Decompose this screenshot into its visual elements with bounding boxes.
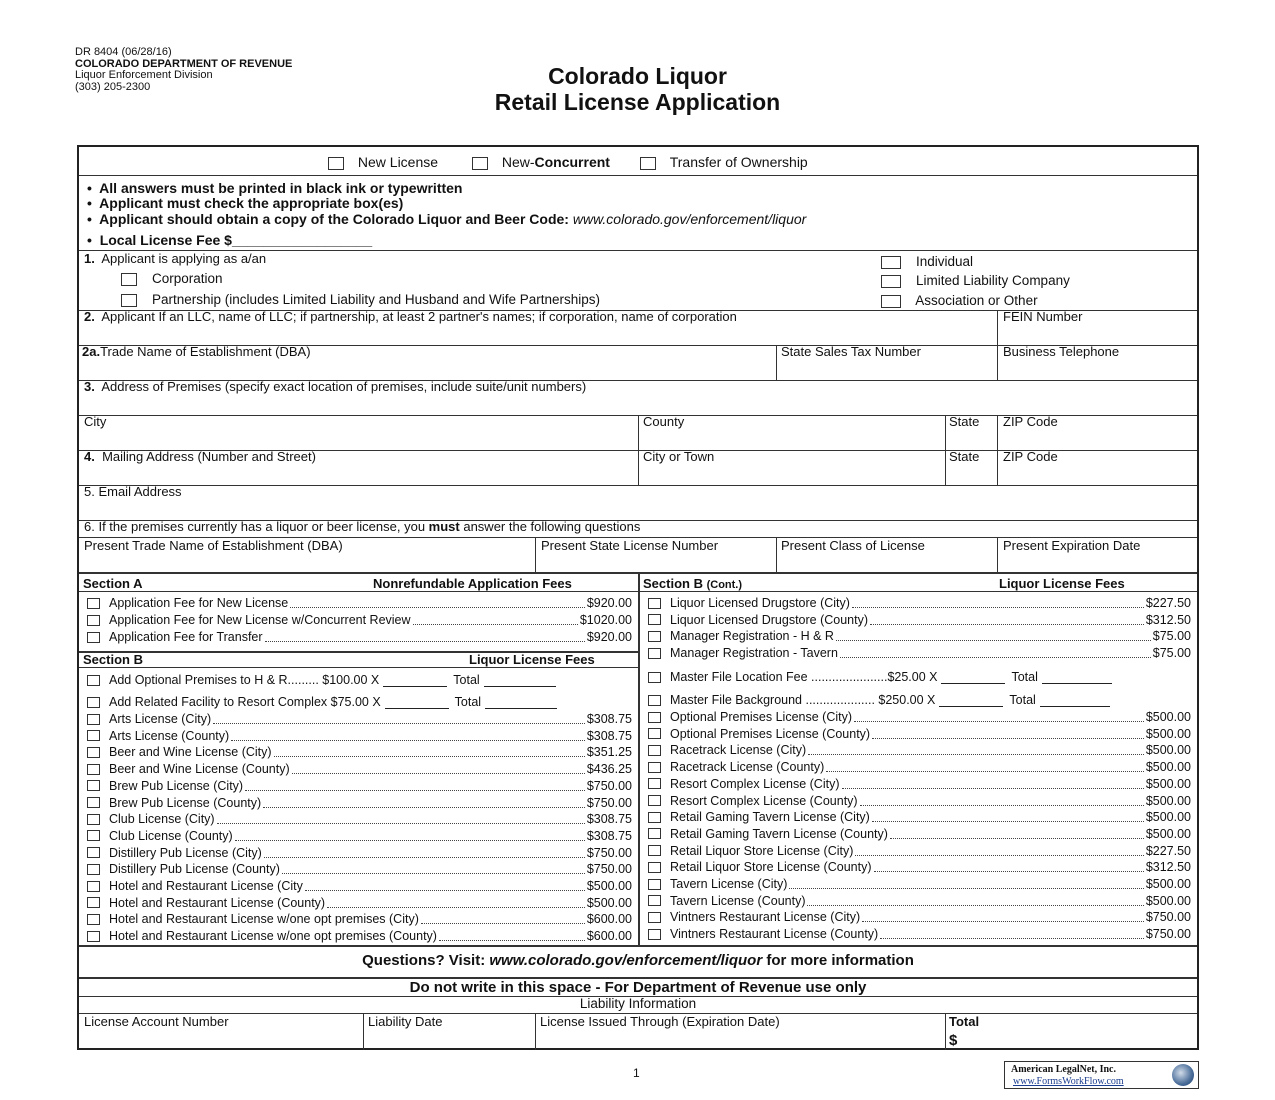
master-location-total[interactable]: [1042, 671, 1112, 684]
section-b-license-name: Hotel and Restaurant License (County): [109, 895, 326, 910]
total-label: Total: [1009, 693, 1036, 707]
optional-premises-qty[interactable]: [383, 674, 447, 687]
section-b-cont-license-checkbox[interactable]: [648, 762, 661, 773]
total-label: Total: [1011, 670, 1038, 684]
application-form: [77, 145, 1199, 1050]
section-b-cont-license-checkbox[interactable]: [648, 862, 661, 873]
section-b-cont-license-checkbox[interactable]: [648, 795, 661, 806]
section-b-cont-license-checkbox[interactable]: [648, 812, 661, 823]
section-b-license-amount: $308.75: [586, 712, 632, 726]
q6-label: 6. If the premises currently has a liquor or beer license, you must answer the following questions: [84, 519, 641, 534]
leader-dots: [217, 814, 585, 824]
section-b-cont-license-checkbox[interactable]: [648, 631, 661, 642]
section-b-cont-license-row[interactable]: [648, 859, 1191, 875]
section-b-license-row[interactable]: [87, 778, 632, 794]
phone: (303) 205-2300: [75, 80, 151, 93]
leader-dots: [874, 862, 1144, 872]
section-b-cont-license-row[interactable]: [648, 793, 1191, 809]
section-b-license-checkbox[interactable]: [87, 714, 100, 725]
leader-dots: [852, 598, 1144, 608]
section-b-cont-license-checkbox[interactable]: [648, 614, 661, 625]
form-number: DR 8404 (06/28/16): [75, 46, 172, 58]
application-fee-row[interactable]: [87, 612, 632, 628]
section-b-license-checkbox[interactable]: [87, 780, 100, 791]
account-number-label: License Account Number: [84, 1014, 229, 1029]
optional-premises-total[interactable]: [484, 674, 556, 687]
leader-dots: [213, 714, 585, 724]
section-b-cont-license-row[interactable]: [648, 843, 1191, 859]
leader-dots: [872, 729, 1144, 739]
section-b-cont-license-checkbox[interactable]: [648, 929, 661, 940]
section-b-license-row[interactable]: [87, 828, 632, 844]
leader-dots: [274, 747, 585, 757]
section-b-cont-license-name: Manager Registration - H & R: [670, 629, 834, 644]
section-b-license-checkbox[interactable]: [87, 797, 100, 808]
section-b-cont-license-name: Liquor Licensed Drugstore (County): [670, 612, 869, 627]
section-b-cont-license-checkbox[interactable]: [648, 598, 661, 609]
optional-premises-checkbox[interactable]: [87, 675, 100, 686]
section-b-cont-license-amount: $500.00: [1145, 710, 1191, 724]
section-b-cont-license-checkbox[interactable]: [648, 745, 661, 756]
mailing-zip-label: ZIP Code: [1003, 449, 1058, 464]
section-b-cont-license-name: Optional Premises License (City): [670, 710, 853, 724]
section-b-cont-license-name: Tavern License (City): [670, 877, 788, 891]
section-b-cont-license-amount: $500.00: [1145, 826, 1191, 841]
section-b-license-checkbox[interactable]: [87, 897, 100, 908]
form-header: [75, 47, 292, 93]
present-trade-label: Present Trade Name of Establishment (DBA): [84, 538, 343, 553]
section-b-license-name: Distillery Pub License (City): [109, 845, 262, 860]
total-dollar-sign: $: [949, 1032, 958, 1049]
leader-dots: [413, 615, 578, 625]
application-fee-amount: $1020.00: [579, 613, 632, 627]
section-b-cont-license-checkbox[interactable]: [648, 845, 661, 856]
section-b-cont-license-amount: $500.00: [1145, 893, 1191, 908]
concurrent-checkbox[interactable]: [472, 157, 488, 170]
master-location-label: Master File Location Fee ......................$25.00 X: [670, 670, 938, 684]
zip-label: ZIP Code: [1003, 414, 1058, 429]
city-town-label: City or Town: [643, 449, 715, 464]
related-facility-row[interactable]: [87, 694, 635, 710]
section-b-cont-license-row[interactable]: [648, 809, 1191, 825]
section-b-cont-license-row[interactable]: [648, 709, 1191, 725]
master-background-total[interactable]: [1040, 694, 1110, 707]
application-fee-row[interactable]: [87, 595, 632, 611]
section-b-fees-title: Liquor License Fees: [469, 652, 595, 667]
section-b-cont-license-amount: $227.50: [1145, 596, 1191, 610]
association-option[interactable]: Association or Other: [881, 293, 1038, 308]
section-b-cont-license-row[interactable]: [648, 826, 1191, 842]
business-phone-label: Business Telephone: [1003, 344, 1120, 359]
section-b-cont-license-amount: $750.00: [1145, 910, 1191, 925]
section-b-title: Section B: [83, 652, 143, 667]
leader-dots: [305, 881, 585, 891]
q4-label: 4. Mailing Address (Number and Street): [84, 449, 316, 464]
section-b-cont-license-row[interactable]: [648, 776, 1191, 792]
application-fee-amount: $920.00: [586, 630, 632, 644]
section-b-cont-license-row[interactable]: [648, 893, 1191, 909]
leader-dots: [789, 879, 1143, 889]
concurrent-prefix: New-: [501, 154, 535, 170]
section-b-license-name: Arts License (County): [109, 728, 230, 743]
leader-dots: [807, 896, 1143, 906]
license-type-row: [328, 155, 808, 170]
master-background-label: Master File Background .................... $250.00 X: [670, 693, 936, 707]
section-b-license-row[interactable]: [87, 811, 632, 827]
partnership-option[interactable]: Partnership (includes Limited Liability and Husband and Wife Partnerships): [121, 292, 600, 307]
county-label: County: [643, 414, 685, 429]
section-b-license-name: Beer and Wine License (City): [109, 745, 272, 760]
section-b-cont-license-name: Manager Registration - Tavern: [670, 646, 838, 661]
section-b-cont-license-name: Liquor Licensed Drugstore (City): [670, 596, 850, 610]
leader-dots: [836, 631, 1151, 641]
section-b-license-name: Club License (City): [109, 812, 215, 827]
section-b-license-name: Club License (County): [109, 828, 233, 843]
section-b-license-row[interactable]: [87, 911, 632, 927]
related-facility-total[interactable]: [485, 696, 557, 709]
partnership-checkbox[interactable]: [121, 294, 137, 307]
q1-label: 1. Applicant is applying as a/an: [84, 251, 267, 266]
section-b-cont-license-checkbox[interactable]: [648, 778, 661, 789]
present-state-label: Present State License Number: [541, 538, 719, 553]
section-b-cont-license-checkbox[interactable]: [648, 828, 661, 839]
section-b-cont-license-name: Vintners Restaurant License (City): [670, 910, 861, 925]
corporation-checkbox[interactable]: [121, 273, 137, 286]
section-b-license-checkbox[interactable]: [87, 864, 100, 875]
section-b-cont-license-row[interactable]: [648, 742, 1191, 758]
questions-line: Questions? Visit: www.colorado.gov/enforcement/liquor for more information: [362, 952, 914, 969]
section-b-license-amount: $308.75: [586, 812, 632, 827]
section-b-cont-license-amount: $227.50: [1145, 843, 1191, 858]
q3-label: 3. Address of Premises (specify exact location of premises, include suite/unit numbers): [84, 379, 587, 394]
section-b-license-checkbox[interactable]: [87, 931, 100, 942]
section-b-cont-license-amount: $312.50: [1145, 612, 1191, 627]
q2-label: 2. Applicant If an LLC, name of LLC; if partnership, at least 2 partner's names; if corporation, name of corporation: [84, 309, 737, 324]
total-label: Total: [454, 695, 482, 709]
logo-name: American LegalNet, Inc.: [1011, 1064, 1116, 1075]
section-b-cont-license-name: Resort Complex License (County): [670, 793, 858, 808]
section-b-cont-license-amount: $500.00: [1145, 810, 1191, 825]
application-fee-checkbox[interactable]: [87, 598, 100, 609]
section-b-license-row[interactable]: [87, 845, 632, 861]
section-b-license-amount: $436.25: [586, 762, 632, 777]
leader-dots: [327, 898, 585, 908]
section-b-cont-license-row[interactable]: [648, 759, 1191, 775]
leader-dots: [808, 745, 1144, 755]
section-b-cont-license-amount: $500.00: [1145, 760, 1191, 775]
section-b-license-checkbox[interactable]: [87, 881, 100, 892]
section-b-license-amount: $500.00: [586, 895, 632, 910]
leader-dots: [265, 632, 585, 642]
section-b-license-amount: $308.75: [586, 728, 632, 743]
section-b-cont-license-name: Retail Gaming Tavern License (City): [670, 810, 870, 825]
instruction-2: • Applicant must check the appropriate box(es): [87, 195, 404, 211]
page-title: [380, 63, 895, 115]
section-b-license-row[interactable]: [87, 728, 632, 744]
related-facility-label: Add Related Facility to Resort Complex $75.00 X: [109, 695, 381, 709]
section-b-license-amount: $750.00: [586, 778, 632, 793]
section-b-license-name: Hotel and Restaurant License w/one opt premises (County): [109, 929, 437, 944]
section-b-license-amount: $750.00: [586, 845, 632, 860]
related-facility-checkbox[interactable]: [87, 697, 100, 708]
section-b-cont-license-amount: $750.00: [1145, 927, 1191, 942]
section-b-cont-license-checkbox[interactable]: [648, 712, 661, 723]
leader-dots: [231, 731, 585, 741]
application-fee-name: Application Fee for New License: [109, 596, 289, 610]
leader-dots: [855, 846, 1143, 856]
total-fee-label: Total: [949, 1014, 980, 1029]
section-b-cont-license-name: Racetrack License (County): [670, 760, 825, 775]
section-b-cont-license-row[interactable]: [648, 726, 1191, 742]
section-a-fees-title: Nonrefundable Application Fees: [373, 576, 572, 591]
office-use-notice: Do not write in this space - For Department of Revenue use only: [409, 979, 867, 996]
individual-checkbox[interactable]: [881, 256, 901, 269]
leader-dots: [862, 912, 1144, 922]
title-line-1: Colorado Liquor: [548, 63, 727, 89]
section-b-license-name: Beer and Wine License (County): [109, 762, 290, 777]
section-b-license-row[interactable]: [87, 795, 632, 811]
corporation-option[interactable]: Corporation: [121, 271, 223, 286]
section-b-license-amount: $750.00: [586, 795, 632, 810]
section-b-cont-license-amount: $500.00: [1145, 726, 1191, 741]
optional-premises-label: Add Optional Premises to H & R......... $100.00 X: [109, 673, 380, 687]
section-b-cont-license-name: Optional Premises License (County): [670, 726, 871, 741]
section-b-cont-license-name: Retail Gaming Tavern License (County): [670, 826, 888, 841]
section-b-license-row[interactable]: [87, 861, 632, 877]
application-fee-checkbox[interactable]: [87, 615, 100, 626]
section-b-license-amount: $500.00: [586, 879, 632, 893]
fein-label: FEIN Number: [1003, 309, 1083, 324]
master-background-qty[interactable]: [939, 694, 1003, 707]
section-b-license-checkbox[interactable]: [87, 764, 100, 775]
master-background-checkbox[interactable]: [648, 695, 661, 706]
master-location-checkbox[interactable]: [648, 672, 661, 683]
application-fee-checkbox[interactable]: [87, 632, 100, 643]
liability-info-title: Liability Information: [579, 996, 697, 1011]
concurrent-label: Concurrent: [534, 154, 610, 170]
section-b-license-checkbox[interactable]: [87, 730, 100, 741]
section-b-cont-license-row[interactable]: [648, 909, 1191, 925]
leader-dots: [245, 781, 585, 791]
master-location-row[interactable]: [648, 669, 1193, 685]
section-b-license-amount: $750.00: [586, 862, 632, 877]
section-b-cont-license-amount: $500.00: [1145, 877, 1191, 891]
present-exp-label: Present Expiration Date: [1003, 538, 1141, 553]
related-facility-qty[interactable]: [385, 696, 449, 709]
liquor-code-url: www.colorado.gov/enforcement/liquor: [572, 211, 807, 227]
total-label: Total: [453, 673, 480, 687]
application-fee-row[interactable]: [87, 629, 632, 645]
section-b-cont-license-row[interactable]: [648, 612, 1191, 628]
leader-dots: [235, 831, 585, 841]
section-b-cont-license-amount: $500.00: [1145, 743, 1191, 758]
section-b-cont-license-name: Resort Complex License (City): [670, 776, 840, 791]
american-legalnet-logo[interactable]: [1004, 1061, 1199, 1089]
leader-dots: [840, 648, 1151, 658]
city-label: City: [84, 414, 107, 429]
section-b-license-name: Arts License (City): [109, 712, 212, 726]
section-b-cont-license-name: Retail Liquor Store License (County): [670, 860, 872, 875]
logo-url[interactable]: www.FormsWorkFlow.com: [1013, 1076, 1124, 1087]
optional-premises-row[interactable]: [87, 672, 635, 688]
section-b-cont-license-amount: $312.50: [1145, 860, 1191, 875]
application-fee-name: Application Fee for Transfer: [109, 630, 263, 644]
master-background-row[interactable]: [648, 692, 1193, 708]
section-b-cont-license-name: Retail Liquor Store License (City): [670, 843, 854, 858]
title-line-2: Retail License Application: [494, 89, 781, 115]
section-b-license-row[interactable]: [87, 878, 632, 894]
state-label: State: [949, 414, 980, 429]
new-license-label: New License: [357, 154, 439, 170]
section-b-cont-license-amount: $75.00: [1152, 646, 1191, 661]
section-b-cont-license-checkbox[interactable]: [648, 879, 661, 890]
department: COLORADO DEPARTMENT OF REVENUE: [75, 57, 293, 70]
master-location-qty[interactable]: [941, 671, 1005, 684]
section-b-cont-license-row[interactable]: [648, 876, 1191, 892]
section-b-cont-license-amount: $75.00: [1152, 629, 1191, 644]
section-b-cont-license-checkbox[interactable]: [648, 912, 661, 923]
section-b-cont-license-amount: $500.00: [1145, 793, 1191, 808]
present-class-label: Present Class of License: [781, 538, 925, 553]
leader-dots: [854, 712, 1144, 722]
leader-dots: [826, 762, 1144, 772]
llc-checkbox[interactable]: [881, 275, 901, 288]
section-b-license-checkbox[interactable]: [87, 847, 100, 858]
liability-date-label: Liability Date: [368, 1014, 443, 1029]
section-b-license-name: Brew Pub License (County): [109, 795, 262, 810]
section-b-license-amount: $351.25: [586, 745, 632, 760]
leader-dots: [263, 798, 585, 808]
leader-dots: [439, 931, 585, 941]
section-b-cont-license-checkbox[interactable]: [648, 648, 661, 659]
application-fee-name: Application Fee for New License w/Concurrent Review: [109, 613, 411, 627]
individual-option[interactable]: Individual: [881, 254, 973, 269]
section-b-license-name: Hotel and Restaurant License (City: [109, 879, 303, 893]
leader-dots: [264, 848, 585, 858]
sales-tax-label: State Sales Tax Number: [781, 344, 921, 359]
leader-dots: [890, 829, 1144, 839]
transfer-checkbox[interactable]: [640, 157, 656, 170]
section-b-license-amount: $600.00: [586, 912, 632, 927]
section-b-cont-title: Section B (Cont.): [643, 576, 743, 591]
section-b-cont-license-checkbox[interactable]: [648, 728, 661, 739]
new-license-checkbox[interactable]: [328, 157, 344, 170]
section-b-license-row[interactable]: [87, 744, 632, 760]
page-number: 1: [633, 1066, 640, 1080]
leader-dots: [292, 764, 585, 774]
section-b-cont-license-row[interactable]: [648, 595, 1191, 611]
leader-dots: [872, 812, 1144, 822]
division: Liquor Enforcement Division: [75, 69, 213, 81]
section-b-license-name: Brew Pub License (City): [109, 778, 244, 793]
section-b-cont-license-name: Racetrack License (City): [670, 743, 807, 758]
instruction-1: • All answers must be printed in black ink or typewritten: [87, 180, 463, 196]
section-b-license-name: Hotel and Restaurant License w/one opt premises (City): [109, 912, 419, 927]
section-b-license-row[interactable]: [87, 895, 632, 911]
section-b-cont-license-row[interactable]: [648, 926, 1191, 942]
section-b-cont-license-row[interactable]: [648, 628, 1191, 644]
section-b-license-amount: $308.75: [586, 828, 632, 843]
section-b-cont-license-name: Tavern License (County): [670, 893, 806, 908]
leader-dots: [421, 914, 585, 924]
issued-through-label: License Issued Through (Expiration Date): [540, 1014, 780, 1029]
section-b-license-amount: $600.00: [586, 929, 632, 944]
section-a-title: Section A: [83, 576, 143, 591]
section-b-cont-license-amount: $500.00: [1145, 776, 1191, 791]
llc-option[interactable]: Limited Liability Company: [881, 273, 1070, 288]
section-b-license-row[interactable]: [87, 711, 632, 727]
q2a-label: 2a.Trade Name of Establishment (DBA): [82, 344, 311, 359]
leader-dots: [290, 598, 585, 608]
section-b-cont-license-name: Vintners Restaurant License (County): [670, 927, 879, 942]
local-license-fee[interactable]: • Local License Fee $__________________: [87, 232, 373, 248]
section-b-cont-license-checkbox[interactable]: [648, 895, 661, 906]
section-b-license-checkbox[interactable]: [87, 830, 100, 841]
section-b-license-checkbox[interactable]: [87, 914, 100, 925]
email-label: 5. Email Address: [84, 484, 182, 499]
leader-dots: [880, 929, 1144, 939]
instruction-3: • Applicant should obtain a copy of the Colorado Liquor and Beer Code: www.colorado.gov/enforcement/liquor: [87, 211, 807, 227]
questions-url[interactable]: www.colorado.gov/enforcement/liquor: [489, 952, 763, 969]
leader-dots: [870, 615, 1144, 625]
section-b-license-row[interactable]: [87, 761, 632, 777]
section-b-cont-license-row[interactable]: [648, 645, 1191, 661]
section-b-license-name: Distillery Pub License (County): [109, 862, 280, 877]
section-b-license-row[interactable]: [87, 928, 632, 944]
section-b-license-checkbox[interactable]: [87, 747, 100, 758]
leader-dots: [842, 779, 1144, 789]
application-fee-amount: $920.00: [586, 596, 632, 610]
section-b-cont-fees-title: Liquor License Fees: [999, 576, 1125, 591]
mailing-state-label: State: [949, 449, 980, 464]
leader-dots: [282, 864, 585, 874]
association-checkbox[interactable]: [881, 295, 901, 308]
leader-dots: [860, 796, 1144, 806]
section-b-license-checkbox[interactable]: [87, 814, 100, 825]
transfer-label: Transfer of Ownership: [669, 154, 808, 170]
globe-icon: [1172, 1064, 1194, 1086]
